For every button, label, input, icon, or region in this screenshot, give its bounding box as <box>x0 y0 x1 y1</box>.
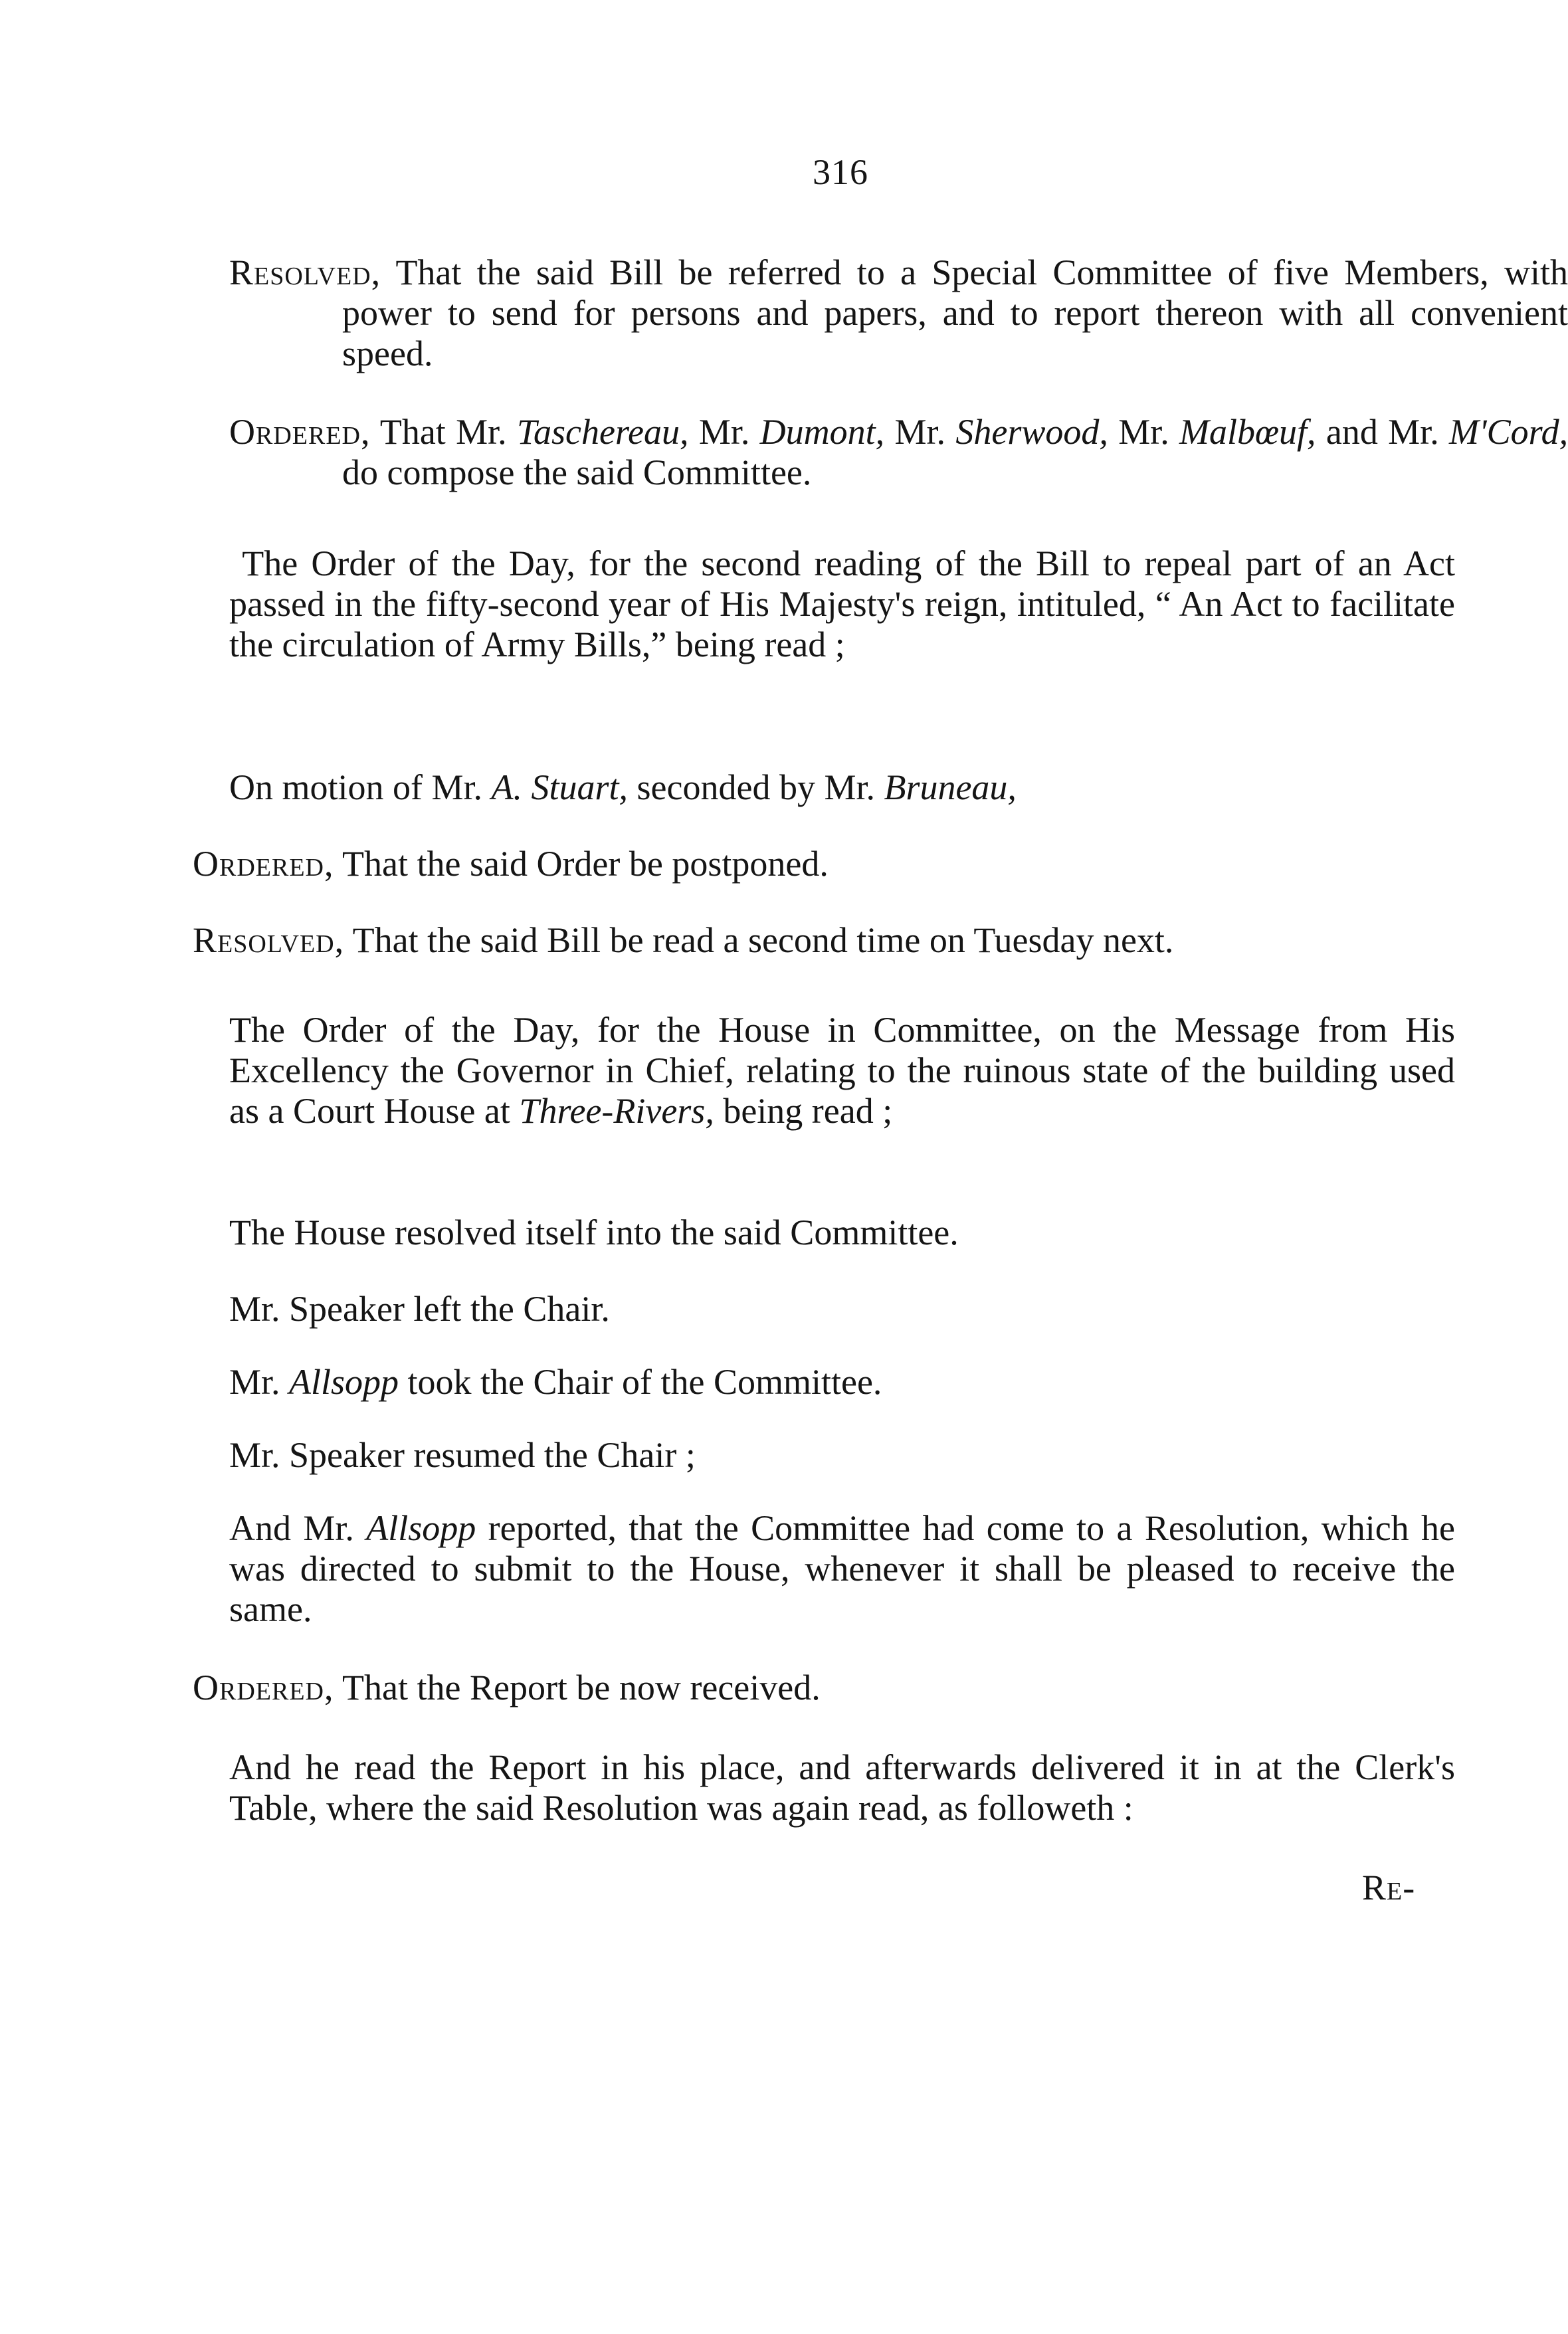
paragraph-resolved-second-reading <box>193 920 1173 961</box>
member-name: M'Cord, <box>1449 412 1568 452</box>
resolved-label: Resolved, <box>193 920 345 960</box>
text-run: Mr. <box>698 412 750 452</box>
paragraph-house-resolved: The House resolved itself into the said Committee. <box>229 1213 959 1252</box>
member-name: Allsopp <box>289 1362 399 1402</box>
text-run: Mr. <box>894 412 946 452</box>
page-number: 316 <box>813 152 868 192</box>
ordered-label: Ordered, <box>229 412 371 452</box>
place-name: Three-Rivers, <box>519 1091 714 1131</box>
member-name: Taschereau, <box>516 412 689 452</box>
member-name: Malbœuf, <box>1179 412 1316 452</box>
text-run: The Order of the Day, for the House in Committee, on the Message from His Excellency the Governor in Chief, relating to the ruinous state of the building used as a Court House at <box>229 1010 1455 1131</box>
text-run: And Mr. <box>229 1508 354 1548</box>
paragraph-ordered-members <box>229 412 1568 493</box>
member-name: A. Stuart, <box>491 767 629 807</box>
paragraph-report-delivered: And he read the Report in his place, and afterwards delivered it in at the Clerk's Table, where the said Resolution was again read, as followeth : <box>229 1747 1455 1828</box>
paragraph-motion <box>229 767 1017 808</box>
paragraph-allsopp-reported <box>229 1508 1455 1630</box>
paragraph-speaker-resumed: Mr. Speaker resumed the Chair ; <box>229 1435 696 1475</box>
text-run: being read ; <box>723 1091 893 1131</box>
member-name: Sherwood, <box>955 412 1108 452</box>
text-run: seconded by Mr. <box>637 767 875 807</box>
paragraph-order-court-house <box>229 1010 1455 1131</box>
text-run: Mr. <box>229 1362 280 1402</box>
text-run: and Mr. <box>1325 412 1439 452</box>
member-name: Allsopp <box>366 1508 476 1548</box>
paragraph-speaker-left: Mr. Speaker left the Chair. <box>229 1289 610 1329</box>
paragraph-resolved-committee <box>229 252 1568 374</box>
paragraph-order-army-bills <box>229 543 1455 665</box>
catchword: Re- <box>1362 1868 1416 1907</box>
text-run: do compose the said Committee. <box>342 452 812 492</box>
paragraph-ordered-report <box>193 1668 821 1708</box>
resolved-label: Resolved, <box>229 252 381 292</box>
paragraph-allsopp-chair <box>229 1362 882 1403</box>
paragraph-ordered-postponed <box>193 844 829 884</box>
ordered-label: Ordered, <box>193 1668 334 1707</box>
ordered-label: Ordered, <box>193 844 334 884</box>
member-name: Bruneau, <box>884 767 1017 807</box>
text-run: That the said Bill be read a second time on Tuesday next. <box>352 920 1174 960</box>
paragraph-text: That the said Bill be referred to a Special Committee of five Members, with power to send for persons and papers, and to report thereon with all convenient speed. <box>342 252 1568 373</box>
paragraph-text: The Order of the Day, for the second reading of the Bill to repeal part of an Act passed in the fifty-second year of His Majesty's reign, intituled, “ An Act to facilitate the circulation of Army Bills,” being read ; <box>229 543 1455 664</box>
text-run: That the Report be now received. <box>342 1668 821 1707</box>
text-run: reported, that the Committee had come to a Resolution, which he was directed to submit to the House, whenever it shall be pleased to receive the same. <box>229 1508 1456 1629</box>
text-run: took the Chair of the Committee. <box>407 1362 882 1402</box>
text-run: That the said Order be postponed. <box>342 844 829 884</box>
text-run: That Mr. <box>379 412 507 452</box>
member-name: Dumont, <box>759 412 885 452</box>
text-run: Mr. <box>1118 412 1169 452</box>
text-run: On motion of Mr. <box>229 767 483 807</box>
